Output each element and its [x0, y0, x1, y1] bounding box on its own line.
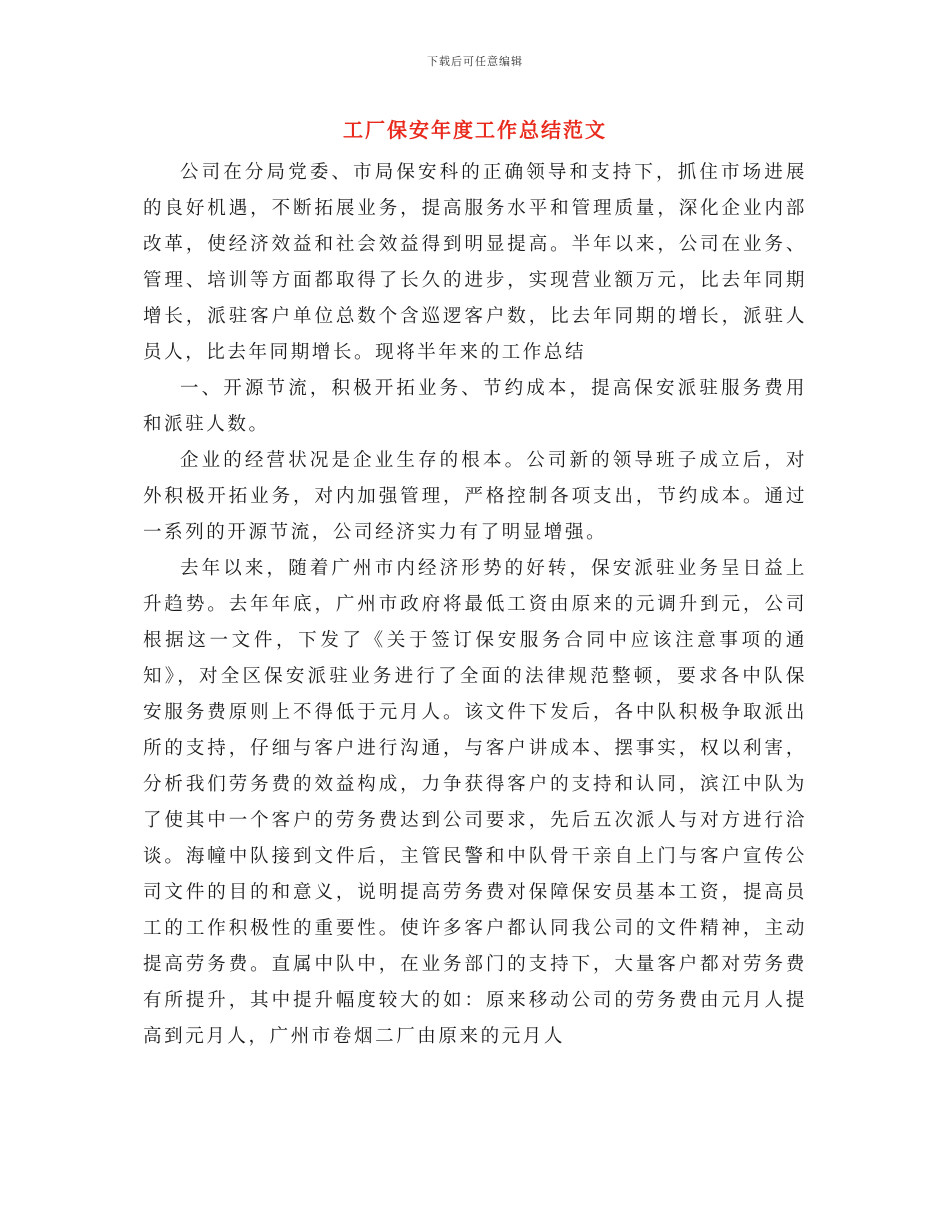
paragraph-intro: 公司在分局党委、市局保安科的正确领导和支持下，抓住市场进展的良好机遇，不断拓展业务，提高服务水平和管理质量，深化企业内部改革，使经济效益和社会效益得到明显提高。半年以来，公司在业务、管理、培训等方面都取得了长久的进步，实现营业额万元，比去年同期增长，派驻客户单位总数个含巡逻客户数，比去年同期的增长，派驻人员人，比去年同期增长。现将半年来的工作总结	[143, 162, 807, 363]
document-body	[143, 155, 807, 1055]
document-title: 工厂保安年度工作总结范文	[343, 118, 607, 142]
page-header-note: 下载后可任意编辑	[427, 55, 523, 68]
paragraph-service-fees: 去年以来，随着广州市内经济形势的好转，保安派驻业务呈日益上升趋势。去年年底，广州市政府将最低工资由原来的元调升到元，公司根据这一文件，下发了《关于签订保安服务合同中应该注意事项的通知》，对全区保安派驻业务进行了全面的法律规范整顿，要求各中队保安服务费原则上不得低于元月人。该文件下发后，各中队积极争取派出所的支持，仔细与客户进行沟通，与客户讲成本、摆事实，权以利害，分析我们劳务费的效益构成，力争获得客户的支持和认同，滨江中队为了使其中一个客户的劳务费达到公司要求，先后五次派人与对方进行洽谈。海幢中队接到文件后，主管民警和中队骨干亲自上门与客户宣传公司文件的目的和意义，说明提高劳务费对保障保安员基本工资，提高员工的工作积极性的重要性。使许多客户都认同我公司的文件精神，主动提高劳务费。直属中队中，在业务部门的支持下，大量客户都对劳务费有所提升，其中提升幅度较大的如：原来移动公司的劳务费由元月人提高到元月人，广州市卷烟二厂由原来的元月人	[143, 558, 807, 1047]
paragraph-section-1-heading: 一、开源节流，积极开拓业务、节约成本，提高保安派驻服务费用和派驻人数。	[143, 378, 807, 435]
paragraph-business-status: 企业的经营状况是企业生存的根本。公司新的领导班子成立后，对外积极开拓业务，对内加强管理，严格控制各项支出，节约成本。通过一系列的开源节流，公司经济实力有了明显增强。	[143, 450, 807, 543]
